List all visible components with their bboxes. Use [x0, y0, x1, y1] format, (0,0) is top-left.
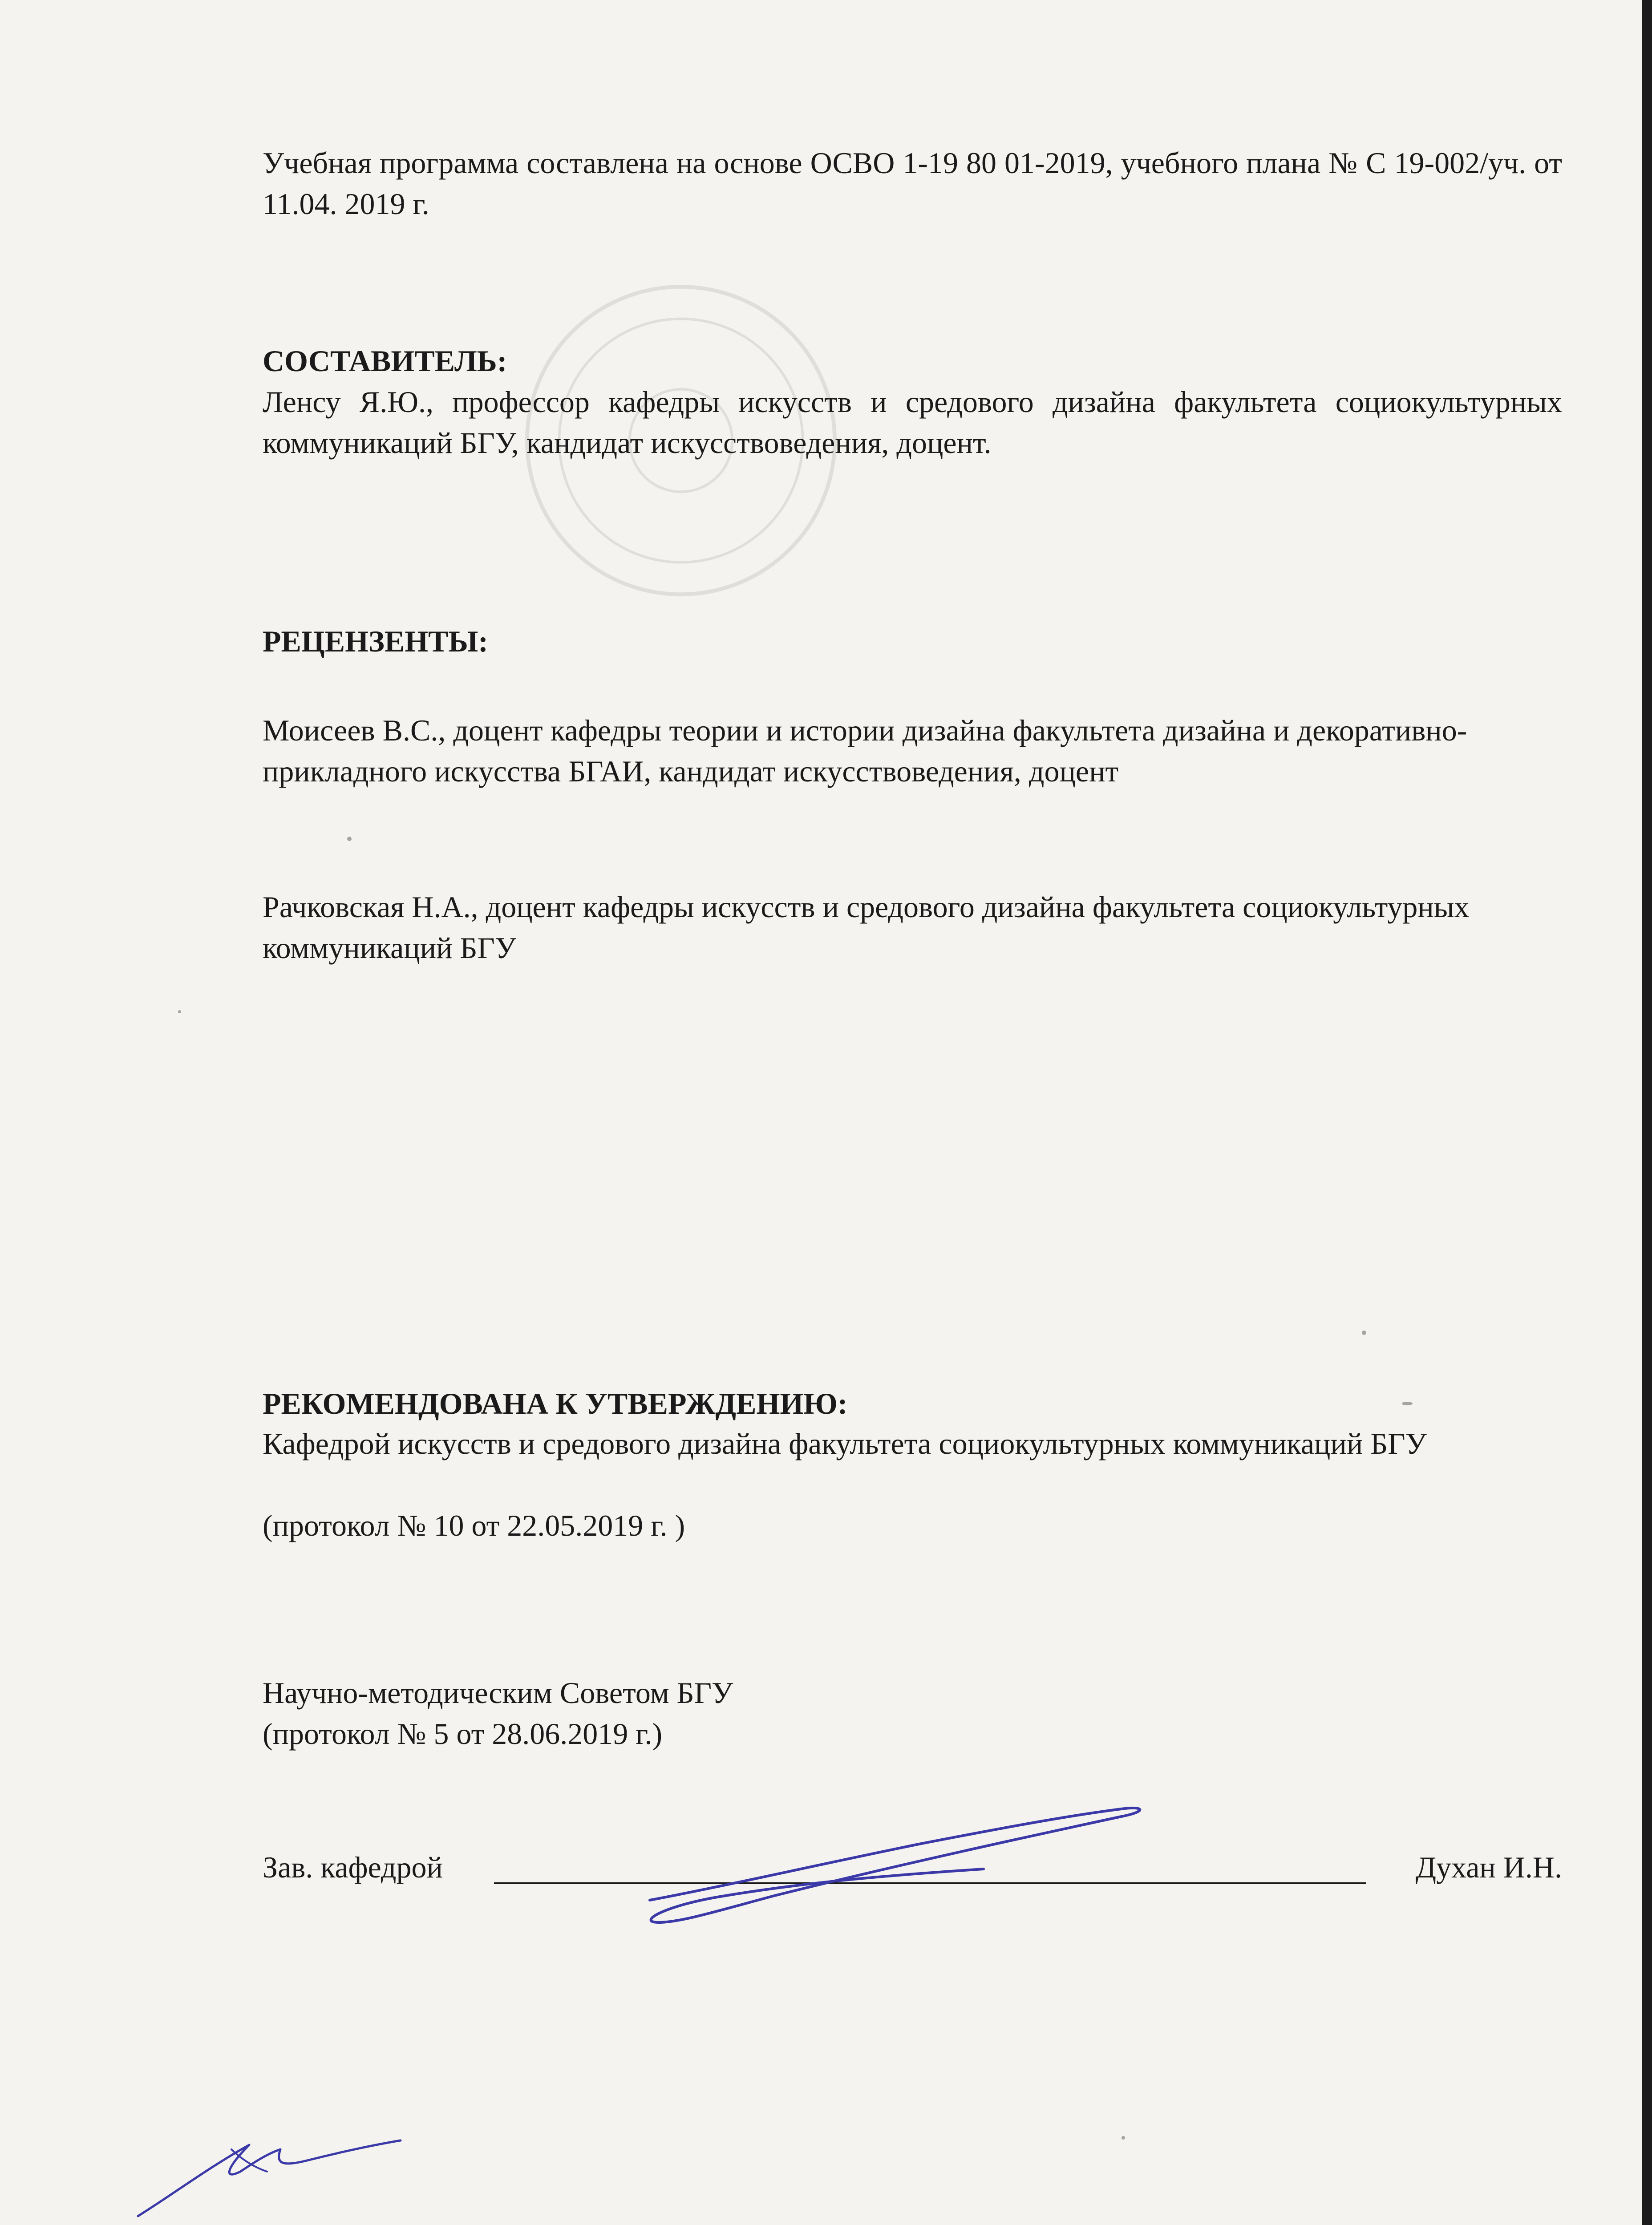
- scan-speck: [1402, 1402, 1413, 1405]
- signature-name: Духан И.Н.: [1415, 1850, 1562, 1884]
- department-protocol: (протокол № 10 от 22.05.2019 г. ): [263, 1509, 685, 1542]
- scan-speck: [178, 1010, 181, 1013]
- reviewer-2: Рачковская Н.А., доцент кафедры искусств и средового дизайна факультета социокультурных коммуникаций БГУ: [263, 890, 1470, 965]
- compiler-heading: СОСТАВИТЕЛЬ:: [263, 344, 507, 378]
- scan-edge-right: [1642, 0, 1652, 2225]
- handwritten-initials: [120, 2118, 414, 2225]
- council-text: Научно-методическим Советом БГУ: [263, 1676, 733, 1710]
- department-text: Кафедрой искусств и средового дизайна факультета социокультурных коммуникаций БГУ: [263, 1427, 1427, 1460]
- compiler-text: Ленсу Я.Ю., профессор кафедры искусств и средового дизайна факультета социокультурных коммуникаций БГУ, кандидат искусствоведения, доцент.: [263, 385, 1562, 460]
- scan-speck: [347, 837, 352, 841]
- recommended-heading: РЕКОМЕНДОВАНА К УТВЕРЖДЕНИЮ:: [263, 1387, 848, 1420]
- scan-speck: [1362, 1331, 1366, 1335]
- scan-speck: [1122, 2136, 1125, 2140]
- council-protocol: (протокол № 5 от 28.06.2019 г.): [263, 1717, 663, 1751]
- reviewer-1: Моисеев В.С., доцент кафедры теории и истории дизайна факультета дизайна и декоративно-прикладного искусства БГАИ, кандидат искусствоведения, доцент: [263, 713, 1467, 788]
- reviewers-heading: РЕЦЕНЗЕНТЫ:: [263, 624, 488, 658]
- intro-text: Учебная программа составлена на основе ОСВО 1-19 80 01-2019, учебного плана № С 19-002/уч. от 11.04. 2019 г.: [263, 146, 1562, 221]
- signature-label: Зав. кафедрой: [263, 1850, 443, 1884]
- handwritten-signature: [632, 1789, 1157, 1936]
